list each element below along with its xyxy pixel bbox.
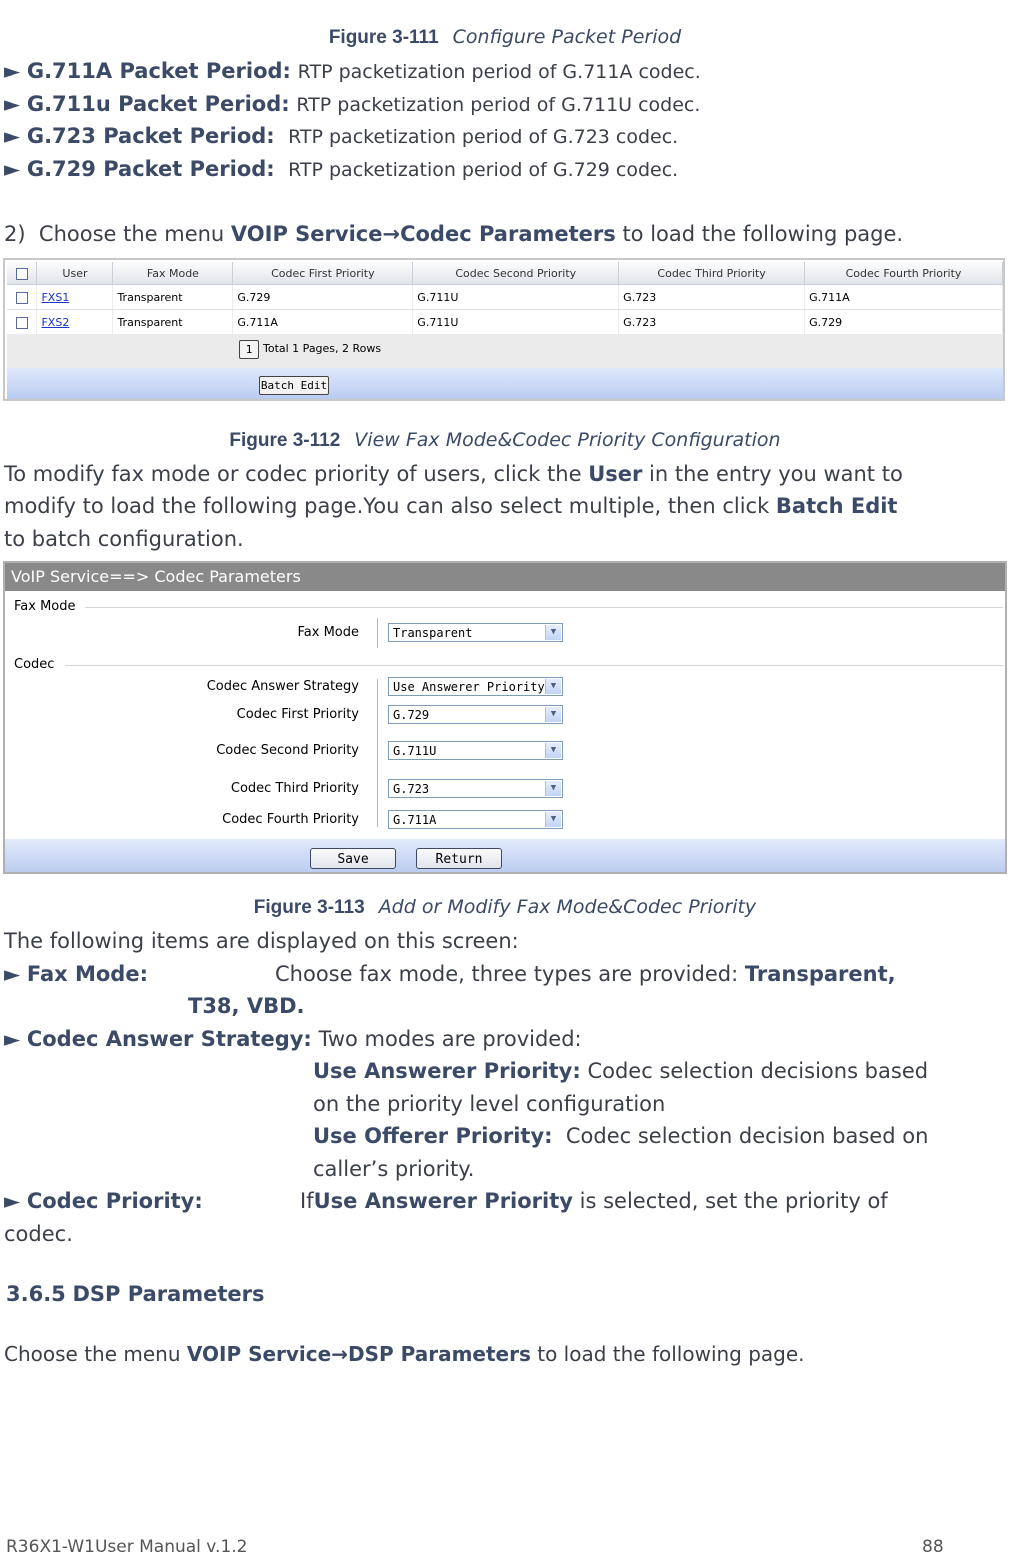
codec-priority-desc-cont: codec. [4, 1222, 73, 1246]
codec-second-priority-label: Codec Second Priority [216, 743, 359, 758]
column-header: Codec First Priority [233, 262, 413, 285]
user-link-text[interactable]: FXS2 [41, 315, 70, 329]
item-name: Fax Mode: [26, 962, 148, 986]
figure-caption-112 [0, 429, 1010, 452]
item-desc: RTP packetization period of G.729 codec. [288, 159, 679, 181]
fax-mode-item [4, 960, 148, 988]
bold-text: Transparent, [744, 962, 896, 986]
text: to load the following page. [615, 222, 904, 246]
arrow: → [382, 222, 401, 246]
codec-first-priority-select[interactable] [388, 705, 563, 724]
item-name: G.723 Packet Period: [26, 124, 275, 148]
item-name: G.711u Packet Period: [26, 92, 290, 116]
figure-caption-111 [0, 26, 1010, 49]
codec-priority-item [4, 1187, 203, 1215]
bold-text: Batch Edit [775, 494, 898, 518]
section-title: DSP Parameters [72, 1282, 265, 1306]
figure-label: Figure 3-113 [253, 897, 365, 918]
user-link[interactable] [37, 310, 113, 335]
pagination-bar [7, 334, 1003, 368]
table-cell: Transparent [113, 285, 233, 310]
bold-text: Use Answerer Priority: [313, 1059, 581, 1083]
offerer-priority-desc [313, 1122, 928, 1150]
item-desc: RTP packetization period of G.723 codec. [288, 126, 679, 148]
text: Codec selection decisions based [580, 1059, 929, 1083]
save-button[interactable]: Save [310, 848, 396, 869]
item-name: G.711A Packet Period: [26, 59, 291, 83]
action-bar [7, 368, 1003, 399]
text: in the entry you want to [642, 462, 903, 486]
codec-fourth-priority-label: Codec Fourth Priority [222, 812, 359, 827]
select-value: G.711U [393, 744, 437, 758]
codec-answer-strategy-label: Codec Answer Strategy [206, 679, 359, 694]
item-name: Codec Priority: [26, 1189, 203, 1213]
select-value: G.711A [393, 813, 437, 827]
form-action-bar [5, 839, 1005, 872]
figure-caption-113 [0, 896, 1010, 919]
user-link-text[interactable]: FXS1 [41, 290, 70, 304]
bullet: ► [4, 92, 21, 116]
item-name: Codec Answer Strategy: [26, 1027, 312, 1051]
page-number-button[interactable]: 1 [239, 340, 259, 359]
table-row [7, 285, 1003, 310]
table-cell: G.711A [233, 310, 413, 335]
table-cell: G.711U [413, 310, 619, 335]
table-row [7, 310, 1003, 335]
answerer-priority-desc-cont: on the priority level configuration [313, 1092, 666, 1116]
table-cell: G.723 [619, 285, 805, 310]
codec-form-screenshot [3, 561, 1007, 874]
text: 2) Choose the menu [4, 222, 231, 246]
column-header: Codec Fourth Priority [805, 262, 1003, 285]
text: modify to load the following page.You can also select multiple, then click [4, 494, 776, 518]
figure-title: Add or Modify Fax Mode&Codec Priority [378, 896, 757, 918]
chevron-down-icon: ▼ [545, 625, 561, 640]
paragraph-line: to batch configuration. [4, 527, 244, 551]
text: Two modes are provided: [311, 1027, 582, 1051]
paragraph-line [4, 460, 903, 488]
step-2-instruction [4, 220, 903, 248]
text: is selected, set the priority of [572, 1189, 888, 1213]
menu-item: DSP Parameters [347, 1342, 531, 1366]
figure-title: View Fax Mode&Codec Priority Configuration [354, 429, 781, 451]
item-desc: RTP packetization period of G.711U codec. [296, 94, 701, 116]
column-header: Codec Third Priority [619, 262, 805, 285]
row-checkbox[interactable] [7, 310, 37, 335]
codec-answer-strategy-select[interactable] [388, 677, 563, 696]
table-cell: G.711U [413, 285, 619, 310]
packet-period-item [4, 90, 700, 119]
table-cell: G.729 [805, 310, 1003, 335]
fax-mode-select[interactable] [388, 623, 563, 642]
fax-mode-desc [275, 960, 896, 988]
row-checkbox[interactable] [7, 285, 37, 310]
text: To modify fax mode or codec priority of users, click the [4, 462, 589, 486]
form-header: VoIP Service==> Codec Parameters [5, 563, 1005, 591]
user-link[interactable] [37, 285, 113, 310]
chevron-down-icon: ▼ [545, 679, 561, 694]
text: to load the following page. [530, 1342, 805, 1366]
codec-first-priority-label: Codec First Priority [236, 707, 359, 722]
codec-priority-desc [300, 1187, 888, 1215]
column-header: Codec Second Priority [413, 262, 619, 285]
text: If [300, 1189, 314, 1213]
table-cell: Transparent [113, 310, 233, 335]
fax-mode-section: Fax Mode [14, 599, 76, 614]
item-desc: RTP packetization period of G.711A codec. [297, 61, 701, 83]
offerer-priority-desc-cont: caller’s priority. [313, 1157, 475, 1181]
chevron-down-icon: ▼ [545, 707, 561, 722]
bullet: ► [4, 59, 21, 83]
figure-label: Figure 3-111 [328, 27, 439, 48]
divider [377, 679, 378, 827]
dsp-instruction [4, 1340, 805, 1368]
item-name: G.729 Packet Period: [26, 157, 275, 181]
pagination-text: Total 1 Pages, 2 Rows [263, 342, 382, 355]
bold-text: User [588, 462, 643, 486]
menu-item: Codec Parameters [400, 222, 616, 246]
select-value: Use Answerer Priority [393, 680, 545, 694]
bullet: ► [4, 962, 21, 986]
fax-mode-label: Fax Mode [297, 625, 359, 640]
codec-second-priority-select[interactable] [388, 741, 563, 760]
table-cell: G.711A [805, 285, 1003, 310]
column-header: User [37, 262, 113, 285]
table-cell: G.723 [619, 310, 805, 335]
bold-text: T38, VBD. [188, 994, 305, 1018]
codec-fourth-priority-select[interactable] [388, 810, 563, 829]
text: Codec selection decision based on [552, 1124, 929, 1148]
codec-third-priority-label: Codec Third Priority [230, 781, 359, 796]
codec-list-screenshot [3, 258, 1005, 401]
codec-section: Codec [14, 657, 55, 672]
paragraph-line [4, 492, 897, 520]
menu-name: VOIP Service [230, 222, 383, 246]
chevron-down-icon: ▼ [545, 743, 561, 758]
codec-table [7, 262, 1003, 335]
packet-period-item [4, 57, 701, 86]
bullet: ► [4, 1027, 21, 1051]
select-value: Transparent [393, 626, 473, 640]
figure-title: Configure Packet Period [452, 26, 682, 48]
column-header: Fax Mode [113, 262, 233, 285]
figure-label: Figure 3-112 [229, 430, 341, 451]
section-heading [6, 1280, 265, 1308]
arrow: → [331, 1342, 348, 1366]
chevron-down-icon: ▼ [545, 781, 561, 796]
chevron-down-icon: ▼ [545, 812, 561, 827]
bold-text: Use Answerer Priority [313, 1189, 573, 1213]
menu-name: VOIP Service [186, 1342, 332, 1366]
bullet: ► [4, 124, 21, 148]
page-number: 88 [922, 1537, 944, 1557]
bullet: ► [4, 1189, 21, 1213]
table-header-row [7, 262, 1003, 285]
text: Choose the menu [4, 1342, 187, 1366]
packet-period-item [4, 122, 678, 151]
bullet: ► [4, 157, 21, 181]
footer-title: R36X1-W1User Manual v.1.2 [6, 1537, 248, 1557]
fax-mode-desc-cont [188, 992, 305, 1020]
divider [65, 665, 1003, 666]
bold-text: Use Offerer Priority: [313, 1124, 553, 1148]
items-intro: The following items are displayed on this screen: [4, 929, 519, 953]
divider [85, 607, 1003, 608]
divider [377, 618, 378, 648]
codec-answer-strategy-item [4, 1025, 582, 1053]
packet-period-item [4, 155, 678, 184]
text: Choose fax mode, three types are provided: [275, 962, 745, 986]
table-cell: G.729 [233, 285, 413, 310]
answerer-priority-desc [313, 1057, 928, 1085]
select-value: G.723 [393, 782, 430, 796]
codec-third-priority-select[interactable] [388, 779, 563, 798]
section-number: 3.6.5 [6, 1282, 66, 1306]
return-button[interactable]: Return [416, 848, 502, 869]
select-value: G.729 [393, 708, 430, 722]
batch-edit-button[interactable]: Batch Edit [259, 376, 329, 395]
select-all-checkbox[interactable] [7, 262, 37, 285]
